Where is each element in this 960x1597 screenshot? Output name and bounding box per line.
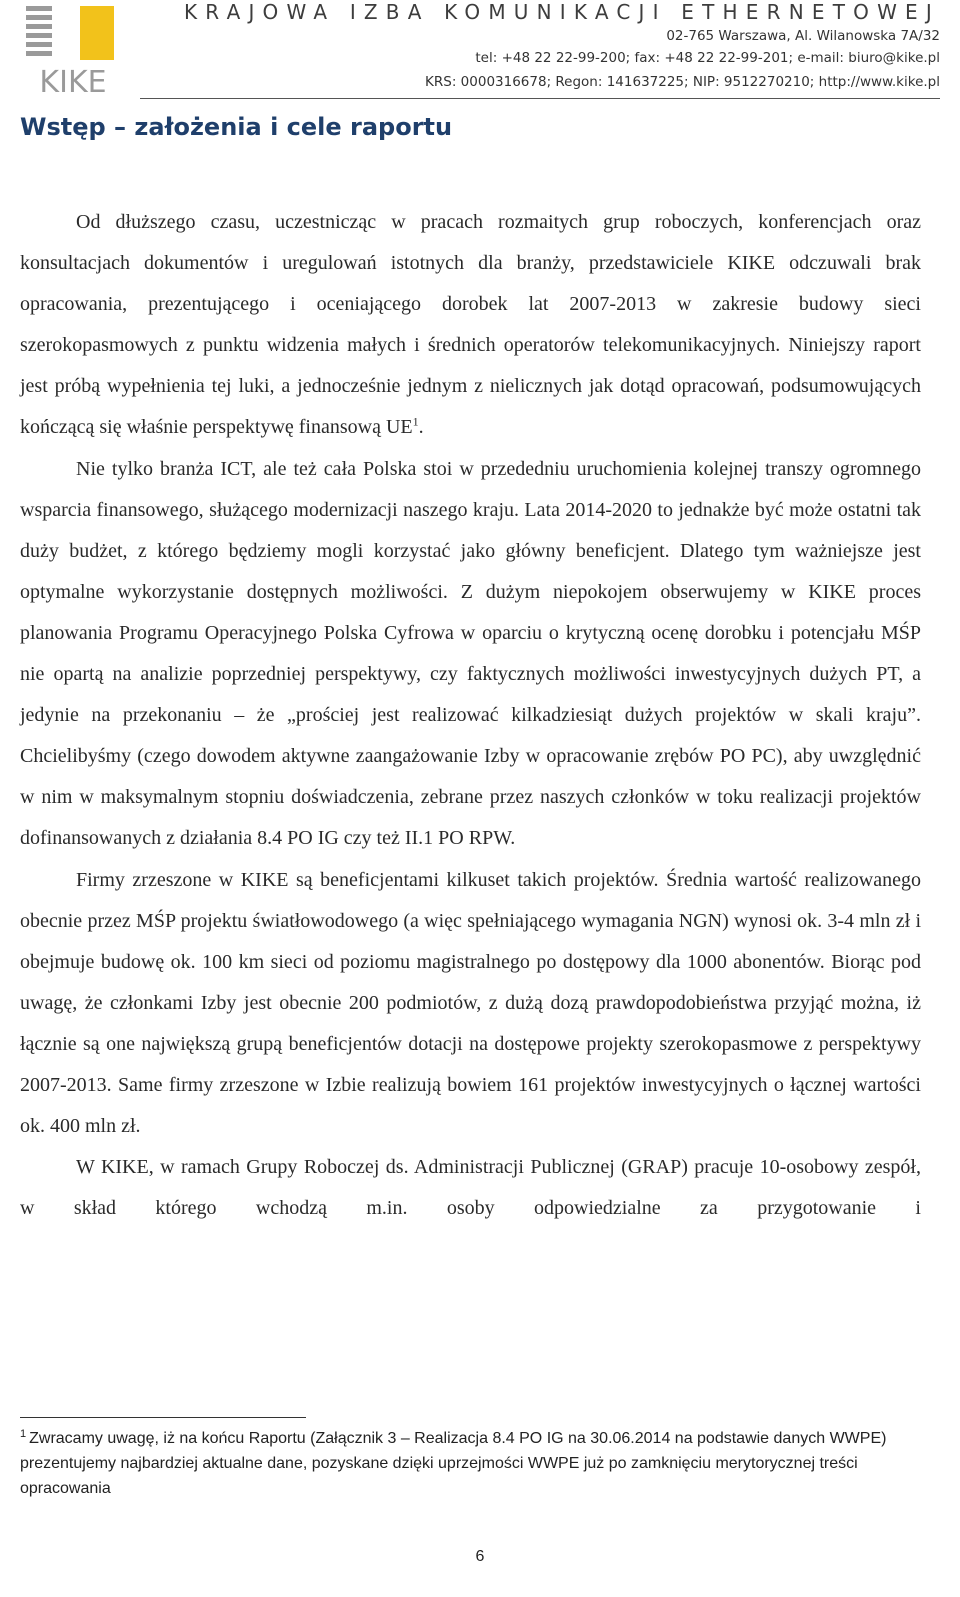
footnote-reference[interactable]: 1 (412, 414, 419, 429)
footnote-divider (20, 1417, 306, 1418)
paragraph: Nie tylko branża ICT, ale też cała Polska stoi w przededniu uruchomienia kolejnej transzy ogromnego wsparcia finansowego, służącego modernizacji naszego kraju. Lata 2014-2020 to jednakże być może ostatni tak duży budżet, z którego będziemy mogli korzystać jako główny beneficjent. Dlatego tym ważniejsze jest optymalne wykorzystanie dostępnych możliwości. Z dużym niepokojem obserwujemy w KIKE proces planowania Programu Operacyjnego Polska Cyfrowa w oparciu o krytyczną ocenę dorobku i potencjału MŚP nie opartą na analizie poprzedniej perspektywy, czy faktycznych możliwości inwestycyjnych dużych PT, a jedynie na przekonaniu – że „prościej jest realizować kilkadziesiąt dużych projektów w skali kraju”. Chcielibyśmy (czego dowodem aktywne zaangażowanie Izby w opracowanie zrębów PO PC), aby uwzględnić w nim w maksymalnym stopniu doświadczenia, zebrane przez naszych członków w toku realizacji projektów dofinansowanych z działania 8.4 PO IG czy też II.1 PO RPW. (20, 457, 921, 850)
kike-logo (20, 2, 130, 96)
svg-text:KIKE: KIKE (39, 65, 107, 96)
report-body (20, 202, 921, 1229)
organization-registry: KRS: 0000316678; Regon: 141637225; NIP: 9512270210; http://www.kike.pl (425, 74, 940, 90)
footnote-marker: 1 (20, 1427, 27, 1440)
section-title: Wstęp – założenia i cele raportu (20, 113, 453, 141)
letterhead (0, 0, 960, 106)
paragraph: Od dłuższego czasu, uczestnicząc w pracach rozmaitych grup roboczych, konferencjach oraz konsultacjach dokumentów i uregulowań istotnych dla branży, przedstawiciele KIKE odczuwali brak opracowania, prezentującego i oceniającego dorobek lat 2007-2013 w zakresie budowy sieci szerokopasmowych z punktu widzenia małych i średnich operatorów telekomunikacyjnych. Niniejszy raport jest próbą wypełnienia tej luki, a jednocześnie jednym z nielicznych jak dotąd opracowań, podsumowujących kończącą się właśnie perspektywę finansową UE$^1$. (20, 211, 921, 439)
footnote (20, 1426, 925, 1501)
organization-address: 02-765 Warszawa, Al. Wilanowska 7A/32 (666, 28, 940, 44)
paragraph: W KIKE, w ramach Grupy Roboczej ds. Administracji Publicznej (GRAP) pracuje 10-osobowy zespół, w skład którego wchodzą m.in. osoby odpowiedzialne za przygotowanie i (20, 1156, 921, 1220)
organization-name: KRAJOWA IZBA KOMUNIKACJI ETHERNETOWEJ (183, 0, 940, 24)
header-divider (140, 98, 940, 99)
paragraph: Firmy zrzeszone w KIKE są beneficjentami kilkuset takich projektów. Średnia wartość realizowanego obecnie przez MŚP projektu światłowodowego (a więc spełniającego wymagania NGN) wynosi ok. 3-4 mln zł i obejmuje budowę ok. 100 km sieci od poziomu magistralnego po dostępowy dla 1000 abonentów. Biorąc pod uwagę, że członkami Izby jest obecnie 200 podmiotów, z dużą dozą prawdopodobieństwa przyjąć można, iż łącznie są one największą grupą beneficjentów dotacji na dostępowe projekty szerokopasmowe z perspektywy 2007-2013. Same firmy zrzeszone w Izbie realizują bowiem 161 projektów inwestycyjnych o łącznej wartości ok. 400 mln zł. (20, 868, 921, 1138)
page-number: 6 (475, 1548, 485, 1565)
organization-contact: tel: +48 22 22-99-200; fax: +48 22 22-99-201; e-mail: biuro@kike.pl (475, 50, 940, 66)
footnote-text: Zwracamy uwagę, iż na końcu Raportu (Załącznik 3 – Realizacja 8.4 PO IG na 30.06.2014 na podstawie danych WWPE) prezentujemy najbardziej aktualne dane, pozyskane dzięki uprzejmości WWPE już po zamknięciu merytorycznej treści opracowania (20, 1430, 887, 1497)
